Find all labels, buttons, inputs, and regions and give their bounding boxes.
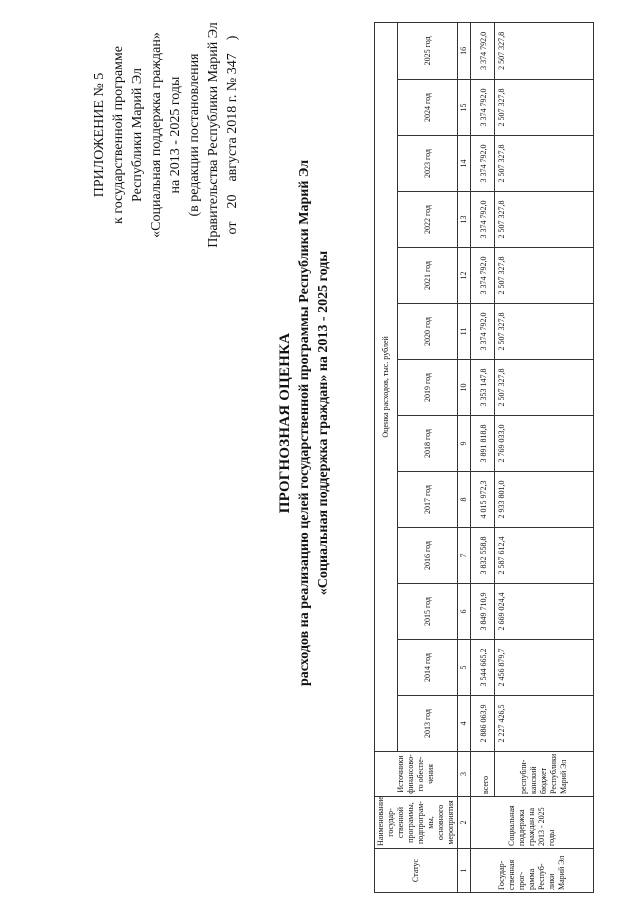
column-number: 2 (458, 797, 471, 849)
header-year: 2022 год (398, 192, 458, 248)
document-title (276, 143, 333, 703)
budget-value-cell: 2 507 327,8 (495, 360, 594, 416)
total-value-cell: 4 015 972,3 (471, 472, 495, 528)
column-number: 11 (458, 304, 471, 360)
total-value-cell: 2 886 063,9 (471, 696, 495, 752)
header-year: 2025 год (398, 22, 458, 79)
total-value-cell: 3 374 792,0 (471, 192, 495, 248)
budget-value-cell: 2 507 327,8 (495, 136, 594, 192)
header-year: 2021 год (398, 248, 458, 304)
budget-value-cell: 2 507 327,8 (495, 192, 594, 248)
column-number: 12 (458, 248, 471, 304)
appendix-number: ПРИЛОЖЕНИЕ № 5 (92, 72, 107, 198)
column-numbers-row (458, 22, 471, 892)
budget-value-cell: 2 587 612,4 (495, 528, 594, 584)
table-row-total (471, 22, 495, 892)
budget-value-cell: 2 227 426,5 (495, 696, 594, 752)
header-year: 2020 год (398, 304, 458, 360)
date-rest: августа 2018 г. № (225, 77, 240, 182)
program-name-cell: Социальная поддержка граждан на 2013 - 2025 годы (471, 797, 594, 849)
total-value-cell: 3 374 792,0 (471, 136, 495, 192)
header-year: 2023 год (398, 136, 458, 192)
table-row-budget (495, 22, 594, 892)
header-status: Статус (375, 849, 458, 893)
appendix-line: «Социальная поддержка граждан» (149, 32, 164, 238)
title-main: ПРОГНОЗНАЯ ОЦЕНКА (277, 332, 293, 514)
budget-value-cell: 2 456 879,7 (495, 640, 594, 696)
budget-value-cell: 2 507 327,8 (495, 22, 594, 79)
budget-value-cell: 2 933 801,0 (495, 472, 594, 528)
appendix-line: Правительства Республики Марий Эл (206, 22, 221, 248)
header-year: 2024 год (398, 80, 458, 136)
doc-number: 347 (225, 53, 240, 75)
total-value-cell: 3 849 710,9 (471, 584, 495, 640)
budget-value-cell: 2 507 327,8 (495, 248, 594, 304)
column-number: 3 (458, 752, 471, 797)
header-year: 2015 год (398, 584, 458, 640)
column-number: 16 (458, 22, 471, 79)
appendix-stamp (90, 0, 242, 275)
appendix-line: на 2013 - 2025 годы (168, 76, 183, 194)
column-number: 7 (458, 528, 471, 584)
appendix-line: Республики Марий Эл (130, 68, 145, 202)
appendix-line: (в редакции постановления (187, 53, 202, 217)
appendix-date-line (223, 0, 242, 275)
title-subtitle-2: «Социальная поддержка граждан» на 2013 - 2025 годы (316, 250, 331, 596)
budget-value-cell: 2 507 327,8 (495, 80, 594, 136)
header-year: 2013 год (398, 696, 458, 752)
appendix-line: к государственной программе (111, 46, 126, 224)
column-number: 8 (458, 472, 471, 528)
title-subtitle: расходов на реализацию целей государственной программы Республики Марий Эл (297, 159, 312, 687)
header-year: 2016 год (398, 528, 458, 584)
total-value-cell: 3 374 792,0 (471, 304, 495, 360)
header-name: Наименование государ-ственной программы, подпрограм-мы, основного мероприятия (375, 797, 458, 849)
column-number: 13 (458, 192, 471, 248)
column-number: 1 (458, 849, 471, 893)
header-year: 2018 год (398, 416, 458, 472)
total-value-cell: 3 544 665,2 (471, 640, 495, 696)
column-number: 9 (458, 416, 471, 472)
total-value-cell: 3 374 792,0 (471, 248, 495, 304)
date-close: ) (225, 35, 240, 41)
column-number: 6 (458, 584, 471, 640)
total-value-cell: 3 353 147,8 (471, 360, 495, 416)
header-estimate: Оценка расходов, тыс. рублей (375, 22, 398, 751)
expense-table (374, 22, 594, 893)
header-year: 2019 год (398, 360, 458, 416)
source-budget-cell: республи-канский бюджет Республики Марий Эл (495, 752, 594, 797)
header-row (375, 22, 398, 892)
total-value-cell: 3 374 792,0 (471, 22, 495, 79)
header-source: Источники финансово-го обеспе-чения (375, 752, 458, 797)
total-value-cell: 3 832 558,8 (471, 528, 495, 584)
column-number: 5 (458, 640, 471, 696)
status-cell: Государ-ственная прог-рамма Респуб-лики Марий Эл (471, 849, 594, 893)
header-year: 2014 год (398, 640, 458, 696)
total-value-cell: 3 891 818,8 (471, 416, 495, 472)
column-number: 15 (458, 80, 471, 136)
total-value-cell: 3 374 792,0 (471, 80, 495, 136)
source-total-cell: всего (471, 752, 495, 797)
date-day: 20 (225, 194, 240, 209)
column-number: 14 (458, 136, 471, 192)
budget-value-cell: 2 507 327,8 (495, 304, 594, 360)
column-number: 4 (458, 696, 471, 752)
budget-value-cell: 2 769 033,0 (495, 416, 594, 472)
column-number: 10 (458, 360, 471, 416)
date-prefix: от (225, 221, 240, 235)
header-year: 2017 год (398, 472, 458, 528)
budget-value-cell: 2 669 024,4 (495, 584, 594, 640)
